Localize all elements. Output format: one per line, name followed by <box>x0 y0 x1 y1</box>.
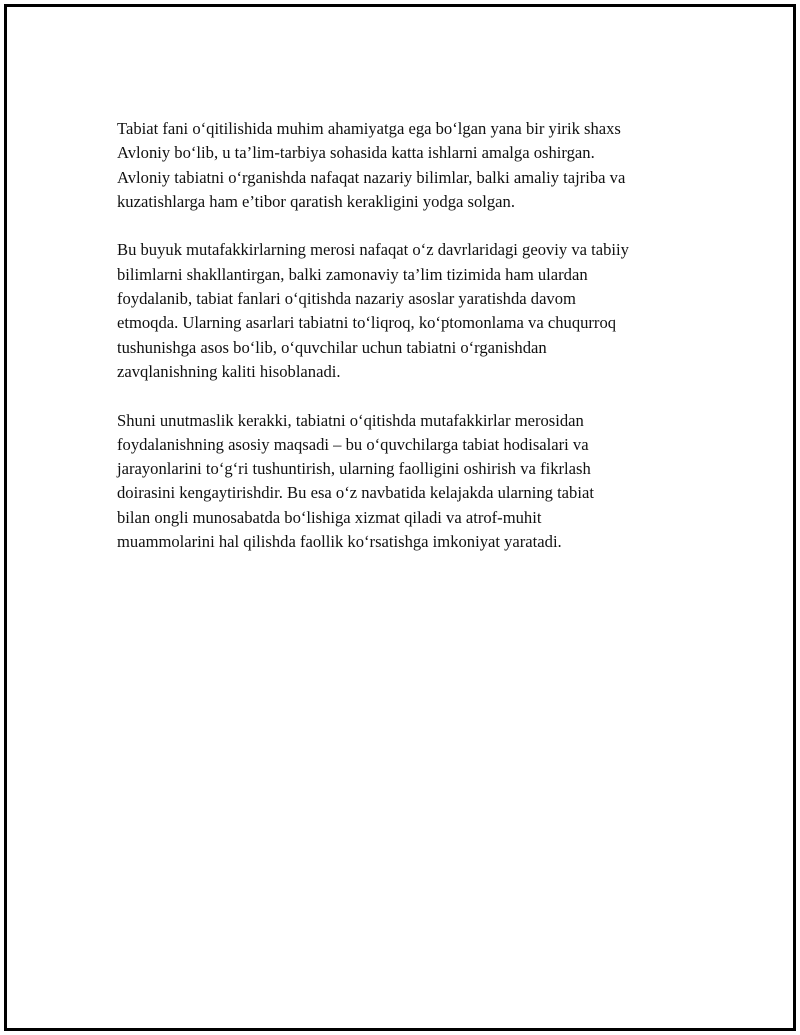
paragraph-1 <box>117 117 697 214</box>
paragraph-3 <box>117 409 697 555</box>
paragraph-2 <box>117 238 697 384</box>
text-line: bilan ongli munosabatda bo‘lishiga xizmat qiladi va atrof-muhit <box>117 507 542 527</box>
text-line: jarayonlarini to‘g‘ri tushuntirish, ularning faolligini oshirish va fikrlash <box>117 459 591 479</box>
text-line: muammolarini hal qilishda faollik ko‘rsatishga imkoniyat yaratadi. <box>117 532 562 552</box>
text-line: tushunishga asos bo‘lib, o‘quvchilar uchun tabiatni o‘rganishdan <box>117 337 547 357</box>
text-line: kuzatishlarga ham e’tibor qaratish kerakligini yodga solgan. <box>117 191 515 211</box>
text-line: Shuni unutmaslik kerakki, tabiatni o‘qitishda mutafakkirlar merosidan <box>117 410 584 430</box>
text-line: doirasini kengaytirishdir. Bu esa o‘z navbatida kelajakda ularning tabiat <box>117 483 594 503</box>
text-line: zavqlanishning kaliti hisoblanadi. <box>117 361 341 381</box>
text-line: Avloniy bo‘lib, u ta’lim-tarbiya sohasida katta ishlarni amalga oshirgan. <box>117 143 595 163</box>
text-line: Bu buyuk mutafakkirlarning merosi nafaqat o‘z davrlaridagi geoviy va tabiiy <box>117 240 629 260</box>
document-body <box>117 117 697 579</box>
text-line: foydalanishning asosiy maqsadi – bu o‘quvchilarga tabiat hodisalari va <box>117 434 589 454</box>
text-line: Tabiat fani o‘qitilishida muhim ahamiyatga ega bo‘lgan yana bir yirik shaxs <box>117 119 621 138</box>
text-line: etmoqda. Ularning asarlari tabiatni to‘liqroq, ko‘ptomonlama va chuqurroq <box>117 313 617 333</box>
text-line: foydalanib, tabiat fanlari o‘qitishda nazariy asoslar yaratishda davom <box>117 289 576 309</box>
text-line: Avloniy tabiatni o‘rganishda nafaqat nazariy bilimlar, balki amaliy tajriba va <box>117 167 626 187</box>
text-line: bilimlarni shakllantirgan, balki zamonaviy ta’lim tizimida ham ulardan <box>117 264 588 284</box>
